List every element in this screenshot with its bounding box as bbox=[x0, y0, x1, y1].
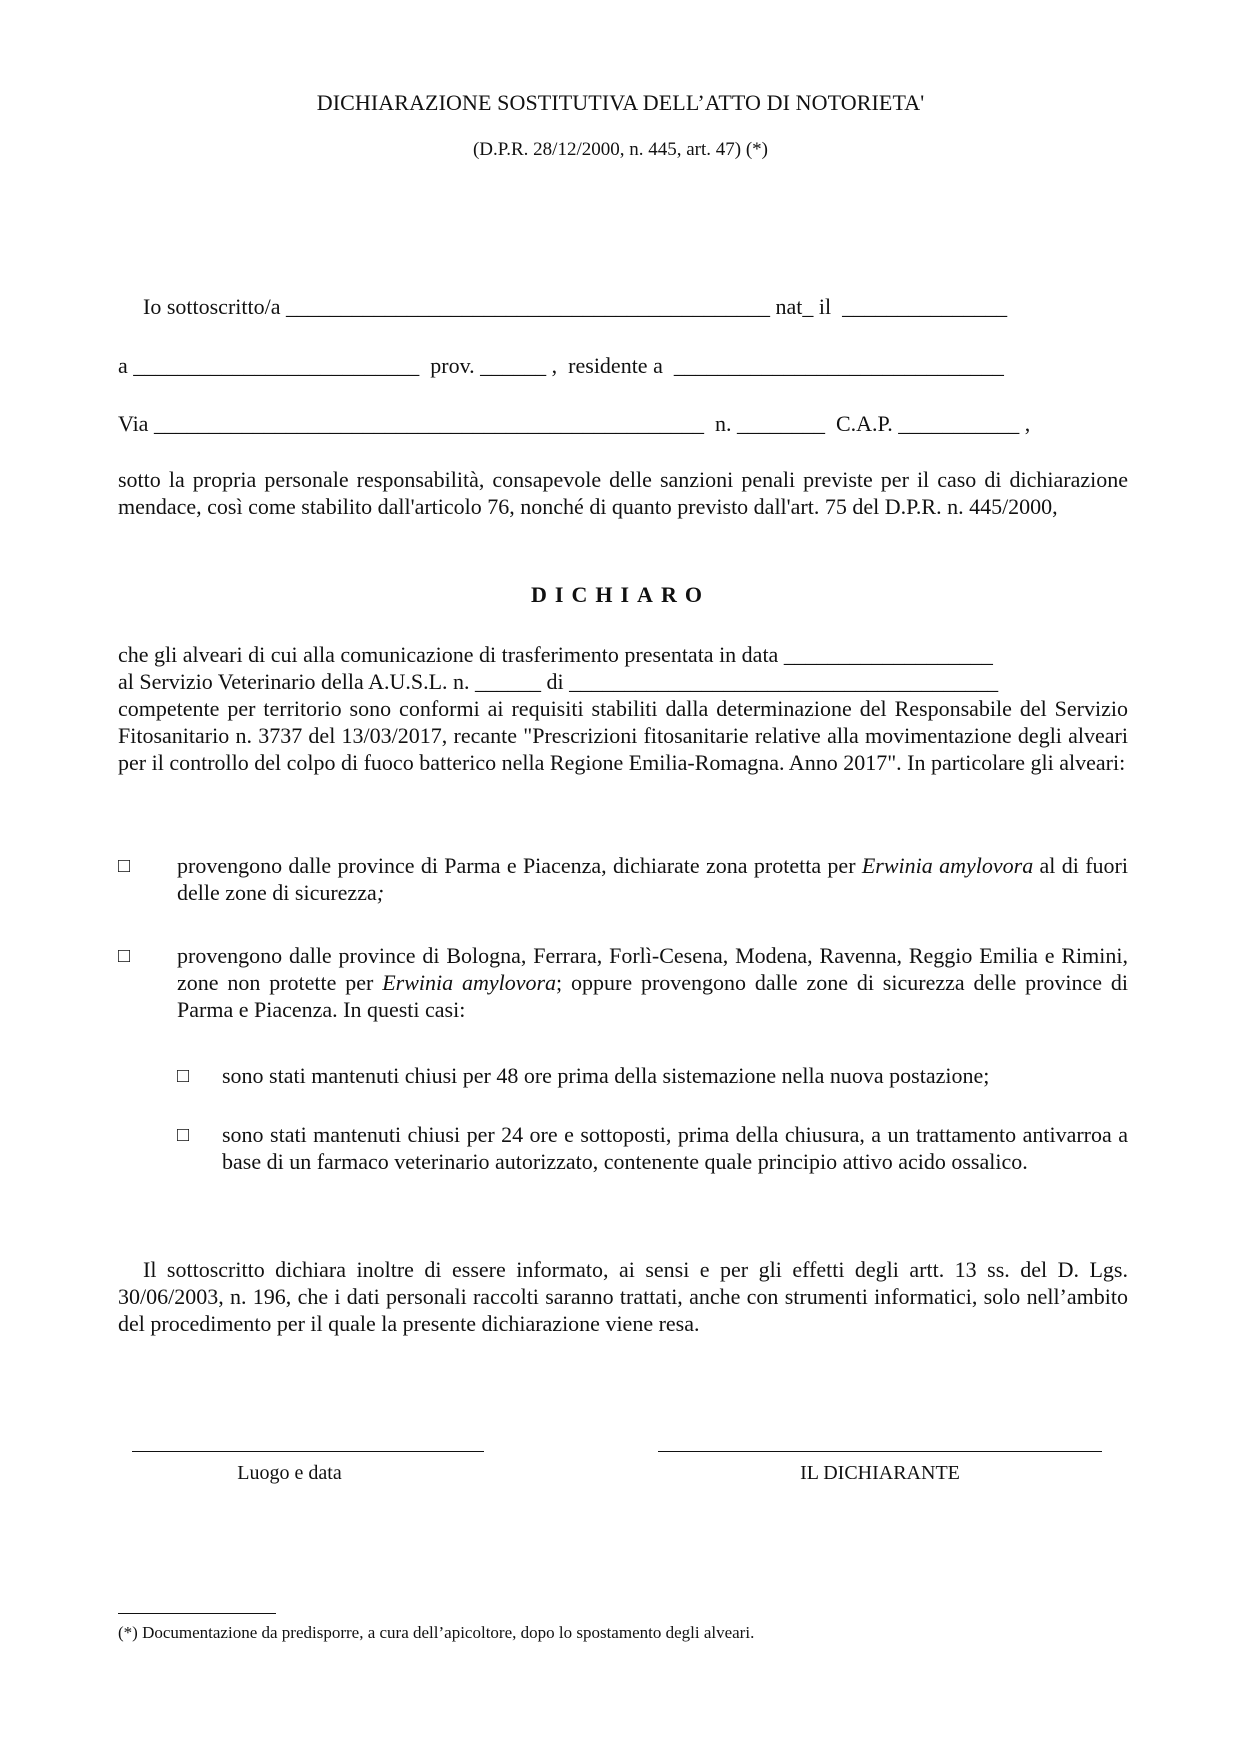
option-other-provinces-text: provengono dalle province di Bologna, Ferrara, Forlì-Cesena, Modena, Ravenna, Reggio Emilia e Rimini, zone non protette per Erwinia amylovora; oppure provengono dalle zone di sicurezza delle province di Parma e Piacenza. In questi casi: bbox=[177, 943, 1128, 1022]
checkbox-sub-option-48h[interactable]: □ bbox=[177, 1065, 190, 1087]
document-subtitle: (D.P.R. 28/12/2000, n. 445, art. 47) (*) bbox=[472, 139, 768, 160]
footnote: (*) Documentazione da predisporre, a cura dell’apicoltore, dopo lo spostamento degli alveari. bbox=[118, 1623, 755, 1642]
privacy-paragraph: Il sottoscritto dichiara inoltre di essere informato, ai sensi e per gli effetti degli artt. 13 ss. del D. Lgs. 30/06/2003, n. 196, che i dati personali raccolti saranno trattati, anche con strumenti informatici, solo nell’ambito del procedimento per il quale la presente dichiarazione viene resa. bbox=[118, 1257, 1128, 1336]
form-line-birthplace: a __________________________ prov. ______ , residente a ______________________________ bbox=[118, 353, 1004, 378]
checkbox-option-parma-piacenza[interactable]: □ bbox=[118, 855, 131, 877]
declarant-label: IL DICHIARANTE bbox=[800, 1462, 960, 1484]
body-line-transfer: che gli alveari di cui alla comunicazione di trasferimento presentata in data ___________________ bbox=[118, 642, 993, 667]
body-line-ausl: al Servizio Veterinario della A.U.S.L. n. ______ di _______________________________________ bbox=[118, 669, 999, 694]
sub-option-24h-text: sono stati mantenuti chiusi per 24 ore e sottoposti, prima della chiusura, a un trattamento antivarroa a base di un farmaco veterinario autorizzato, contenente quale principio attivo acido ossalico. bbox=[222, 1122, 1128, 1174]
declaration-heading: DICHIARO bbox=[531, 582, 710, 607]
option-parma-piacenza-text: provengono dalle province di Parma e Piacenza, dichiarate zona protetta per Erwinia amylovora al di fuori delle zone di sicurezza; bbox=[177, 853, 1128, 905]
checkbox-sub-option-24h[interactable]: □ bbox=[177, 1124, 190, 1146]
form-line-address: Via __________________________________________________ n. ________ C.A.P. ___________ , bbox=[118, 411, 1031, 436]
document-title: DICHIARAZIONE SOSTITUTIVA DELL’ATTO DI NOTORIETA' bbox=[316, 90, 925, 115]
checkbox-option-other-provinces[interactable]: □ bbox=[118, 945, 131, 967]
place-date-signature-line bbox=[132, 1451, 484, 1452]
body-paragraph: competente per territorio sono conformi ai requisiti stabiliti dalla determinazione del Responsabile del Servizio Fitosanitario n. 3737 del 13/03/2017, recante "Prescrizioni fitosanitarie relative alla movimentazione degli alveari per il controllo del colpo di fuoco batterico nella Regione Emilia-Romagna. Anno 2017". In particolare gli alveari: bbox=[118, 696, 1128, 775]
place-date-label: Luogo e data bbox=[237, 1462, 342, 1484]
sub-option-48h-text: sono stati mantenuti chiusi per 48 ore prima della sistemazione nella nuova postazione; bbox=[222, 1063, 990, 1088]
declarant-signature-line bbox=[658, 1451, 1102, 1452]
intro-paragraph: sotto la propria personale responsabilità, consapevole delle sanzioni penali previste per il caso di dichiarazione mendace, così come stabilito dall'articolo 76, nonché di quanto previsto dall'art. 75 del D.P.R. n. 445/2000, bbox=[118, 467, 1128, 519]
form-line-name: Io sottoscritto/a ____________________________________________ nat_ il _______________ bbox=[143, 294, 1008, 319]
footnote-divider bbox=[118, 1613, 276, 1614]
